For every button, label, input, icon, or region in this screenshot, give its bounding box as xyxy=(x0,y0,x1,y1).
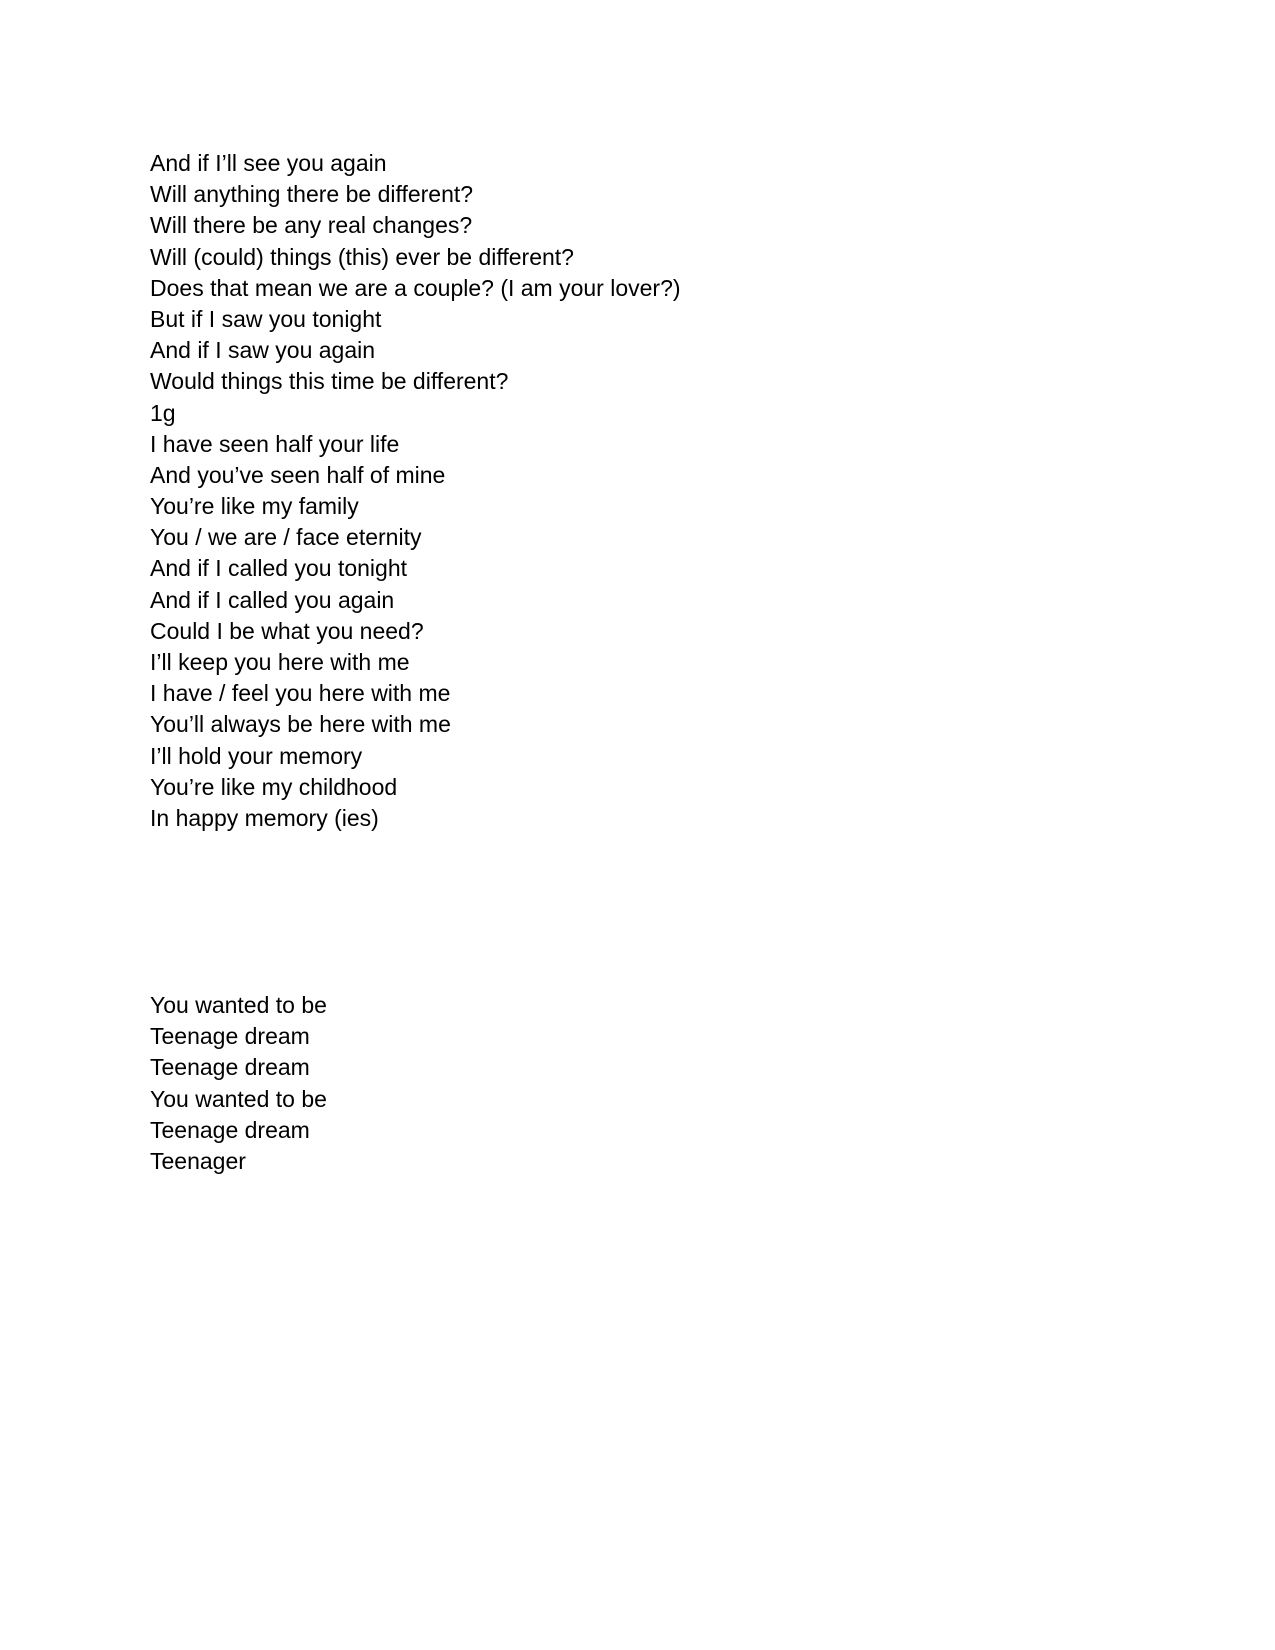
lyric-line: I’ll keep you here with me xyxy=(150,649,410,675)
lyric-line: You’ll always be here with me xyxy=(150,711,451,738)
lyric-line: Will there be any real changes? xyxy=(150,212,473,239)
lyric-line: But if I saw you tonight xyxy=(150,305,382,332)
lyric-line: You wanted to be xyxy=(150,992,327,1018)
lyric-line: And you’ve seen half of mine xyxy=(150,461,446,488)
lyric-line: Would things this time be different? xyxy=(150,368,509,395)
lyric-line: And if I called you tonight xyxy=(150,555,407,582)
lyric-line: I have / feel you here with me xyxy=(150,680,451,707)
lyric-line: 1g xyxy=(150,399,176,426)
lyric-line: And if I’ll see you again xyxy=(150,150,387,176)
lyric-line: Will (could) things (this) ever be different? xyxy=(150,243,574,270)
lyric-line: And if I saw you again xyxy=(150,337,376,364)
lyric-line: Teenage dream xyxy=(150,1116,310,1143)
lyric-line: You’re like my childhood xyxy=(150,773,398,800)
stanza-1 xyxy=(150,148,681,834)
lyric-line: In happy memory (ies) xyxy=(150,804,379,831)
lyric-line: I have seen half your life xyxy=(150,430,400,457)
stanza-2 xyxy=(150,990,327,1177)
lyric-line: Teenage dream xyxy=(150,1023,310,1050)
lyric-line: And if I called you again xyxy=(150,586,395,613)
lyric-line: Teenage dream xyxy=(150,1054,310,1081)
lyric-line: Does that mean we are a couple? (I am your lover?) xyxy=(150,274,681,301)
lyric-line: Will anything there be different? xyxy=(150,181,474,208)
lyric-line: You wanted to be xyxy=(150,1085,327,1112)
lyric-line: Teenager xyxy=(150,1147,246,1174)
lyric-line: You’re like my family xyxy=(150,493,359,520)
lyric-line: I’ll hold your memory xyxy=(150,742,363,769)
lyric-line: You / we are / face eternity xyxy=(150,524,422,551)
lyric-line: Could I be what you need? xyxy=(150,617,424,644)
